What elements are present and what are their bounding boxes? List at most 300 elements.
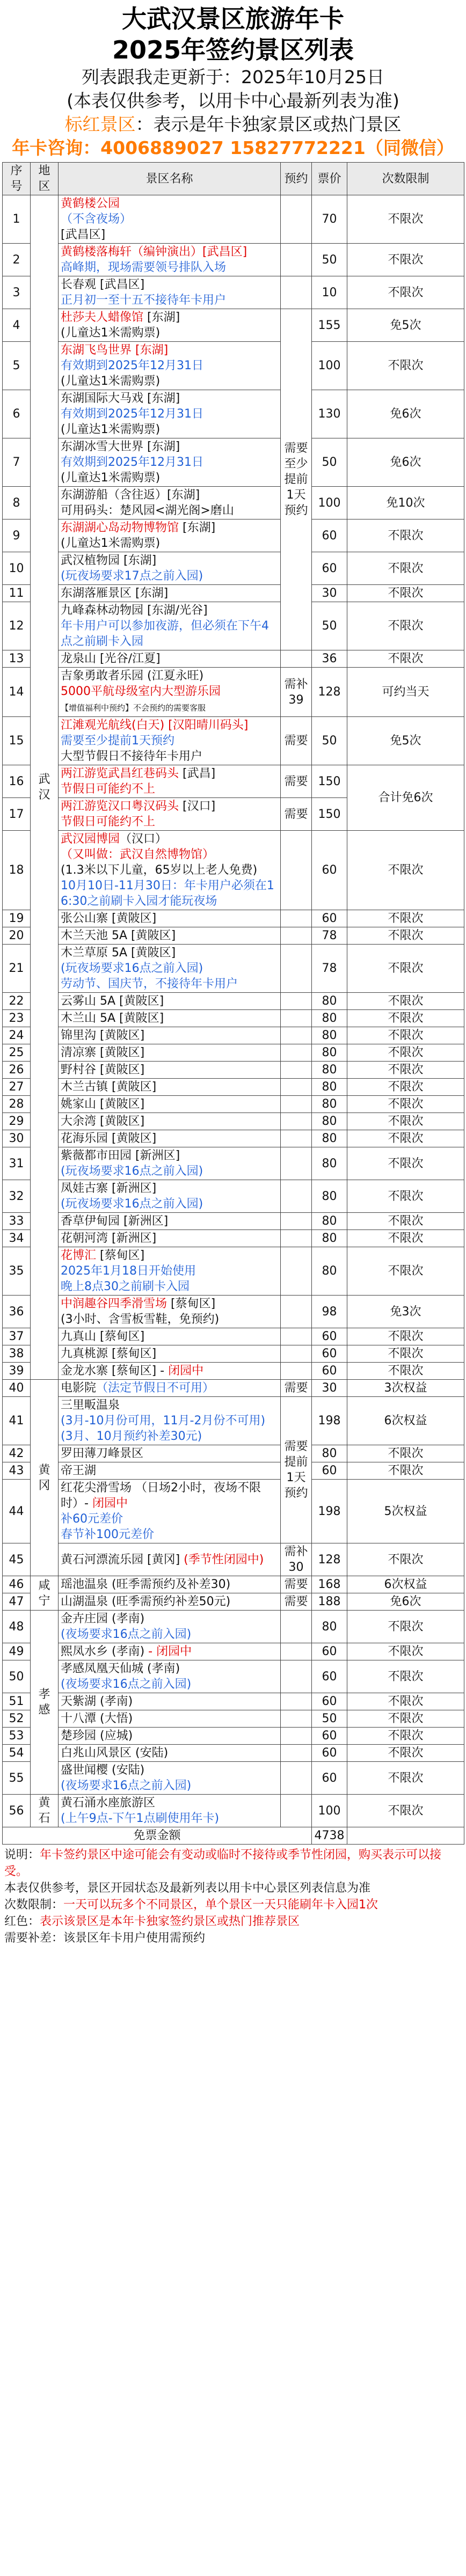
scenic-name-text: 年卡用户可以参加夜游，但必须在下午4点之前刷卡入园 [61, 619, 269, 648]
row-number: 13 [3, 650, 31, 668]
table-row [3, 390, 464, 438]
price-cell: 60 [312, 552, 347, 585]
limit-cell: 不限次 [347, 1795, 464, 1827]
scenic-name-text: 两江游览武昌红巷码头 [61, 767, 179, 780]
scenic-name-cell [59, 195, 281, 244]
price-cell: 100 [312, 1795, 347, 1827]
price-cell: 100 [312, 487, 347, 519]
scenic-name-text: 2025年1月18日开始使用 [61, 1264, 196, 1278]
scenic-name-text: 有效期到2025年12月31日 [61, 407, 203, 421]
reservation-cell [281, 195, 312, 244]
table-row [3, 1480, 464, 1543]
scenic-name-cell [59, 1397, 281, 1445]
row-number: 27 [3, 1079, 31, 1096]
limit-cell: 不限次 [347, 1247, 464, 1296]
price-cell: 60 [312, 1363, 347, 1380]
scenic-name-text: 有效期到2025年12月31日 [61, 456, 203, 469]
row-number: 9 [3, 519, 31, 552]
column-header: 地区 [31, 163, 59, 195]
row-number: 14 [3, 668, 31, 717]
scenic-name-cell [59, 927, 281, 945]
table-row [3, 1096, 464, 1113]
scenic-name-text: 黄石涌水座旅游区 [61, 1796, 156, 1810]
scenic-name-text: 九真桃源 [蔡甸区] [61, 1347, 157, 1360]
reservation-cell [281, 276, 312, 309]
table-row [3, 1693, 464, 1710]
row-number: 46 [3, 1576, 31, 1593]
column-header: 预约 [281, 163, 312, 195]
price-cell: 50 [312, 1710, 347, 1728]
row-number: 39 [3, 1363, 31, 1380]
row-number: 26 [3, 1062, 31, 1079]
scenic-name-cell [59, 1363, 281, 1380]
scenic-name-text: (儿童达1米需购票) [61, 537, 161, 550]
scenic-name-text: [东湖] [179, 521, 216, 535]
table-body [3, 195, 464, 1845]
row-number: 35 [3, 1247, 31, 1296]
price-cell: 36 [312, 650, 347, 668]
scenic-name-cell [59, 1480, 281, 1543]
row-number: 53 [3, 1728, 31, 1745]
price-cell: 198 [312, 1480, 347, 1543]
limit-cell: 不限次 [347, 1611, 464, 1643]
reservation-cell [281, 1096, 312, 1113]
table-row [3, 1213, 464, 1230]
reservation-cell [281, 1044, 312, 1062]
price-cell: 70 [312, 195, 347, 244]
scenic-name-text: 高峰期，现场需要领号排队入场 [61, 261, 227, 274]
page-title: 大武汉景区旅游年卡 [122, 4, 344, 33]
scenic-name-text: 黄鹤楼公园 [61, 197, 120, 210]
price-cell: 60 [312, 831, 347, 910]
row-number: 16 [3, 765, 31, 798]
scenic-name-cell [59, 650, 281, 668]
limit-cell: 不限次 [347, 1693, 464, 1710]
row-number: 43 [3, 1462, 31, 1480]
table-row [3, 993, 464, 1010]
scenic-name-text: 熙凤水乡 (孝南) [61, 1645, 149, 1658]
scenic-name-cell [59, 1345, 281, 1363]
limit-cell: 合计免6次 [347, 765, 464, 831]
table-row [3, 717, 464, 765]
reservation-cell [281, 1611, 312, 1643]
footer-note-label: 次数限制： [4, 1898, 64, 1912]
page [0, 3, 466, 2576]
limit-cell: 不限次 [347, 1745, 464, 1762]
limit-cell: 不限次 [347, 1044, 464, 1062]
reservation-cell [281, 1130, 312, 1147]
price-cell: 80 [312, 1230, 347, 1247]
price-cell: 98 [312, 1296, 347, 1328]
scenic-name-text: 东湖游船（含往返）[东湖] [61, 488, 200, 502]
price-cell: 188 [312, 1593, 347, 1611]
table-row [3, 1027, 464, 1044]
scenic-name-text: 有效期到2025年12月31日 [61, 359, 203, 372]
reservation-cell [281, 1079, 312, 1096]
reservation-cell [281, 1147, 312, 1180]
price-cell: 80 [312, 1247, 347, 1296]
limit-cell: 不限次 [347, 602, 464, 650]
scenic-name-cell [59, 602, 281, 650]
reservation-cell: 需要至少提前1天预约 [281, 309, 312, 650]
table-row [3, 244, 464, 276]
row-number: 3 [3, 276, 31, 309]
scenic-name-text: 凤娃古寨 [新洲区] [61, 1182, 157, 1195]
scenic-name-text: (儿童达1米需购票) [61, 326, 161, 340]
scenic-name-text: 江滩观光航线(白天) [汉阳晴川码头] [61, 719, 249, 732]
table-row [3, 276, 464, 309]
table-row [3, 342, 464, 390]
table-row [3, 1728, 464, 1745]
limit-cell: 不限次 [347, 945, 464, 993]
row-number: 47 [3, 1593, 31, 1611]
limit-cell: 6次权益 [347, 1397, 464, 1445]
price-cell: 80 [312, 993, 347, 1010]
row-number: 45 [3, 1543, 31, 1576]
row-number: 15 [3, 717, 31, 765]
row-number: 29 [3, 1113, 31, 1130]
price-cell: 60 [312, 1345, 347, 1363]
price-cell: 80 [312, 1079, 347, 1096]
reservation-cell: 需要提前1天预约 [281, 1397, 312, 1543]
region-cell: 咸宁 [31, 1576, 59, 1611]
scenic-name-text: 节假日可能约不上 [61, 782, 156, 796]
scenic-name-text: （法定节假日不可用） [96, 1381, 215, 1395]
scenic-name-text: 闭园中 [168, 1364, 204, 1378]
scenic-name-cell [59, 1147, 281, 1180]
price-cell: 60 [312, 1462, 347, 1480]
scenic-name-cell [59, 1462, 281, 1480]
scenic-name-text: 野村谷 [黄陂区] [61, 1063, 145, 1077]
limit-cell: 不限次 [347, 831, 464, 910]
row-number: 5 [3, 342, 31, 390]
row-number: 38 [3, 1345, 31, 1363]
scenic-name-cell [59, 1380, 281, 1397]
table-row [3, 195, 464, 244]
scenic-name-cell [59, 1079, 281, 1096]
limit-cell: 不限次 [347, 1010, 464, 1027]
price-cell: 80 [312, 1062, 347, 1079]
scenic-name-cell [59, 1027, 281, 1044]
limit-cell: 免5次 [347, 309, 464, 342]
scenic-name-cell [59, 1230, 281, 1247]
scenic-name-text: (玩夜场要求17点之前入园) [61, 569, 203, 583]
limit-cell: 不限次 [347, 1062, 464, 1079]
table-row [3, 1010, 464, 1027]
table-row [3, 1660, 464, 1693]
price-cell: 198 [312, 1397, 347, 1445]
scenic-name-cell [59, 487, 281, 519]
price-cell: 80 [312, 1044, 347, 1062]
price-cell: 80 [312, 1611, 347, 1643]
limit-cell: 不限次 [347, 1345, 464, 1363]
scenic-name-text: [东湖] [143, 311, 180, 324]
row-number: 34 [3, 1230, 31, 1247]
reservation-cell [281, 1762, 312, 1795]
limit-cell: 不限次 [347, 1180, 464, 1213]
reservation-cell [281, 1345, 312, 1363]
scenic-name-cell [59, 1593, 281, 1611]
scenic-name-text: 长春观 [武昌区] [61, 278, 145, 291]
limit-cell: 不限次 [347, 1710, 464, 1728]
legend-text: ：表示是年卡独家景区或热门景区 [135, 114, 402, 135]
row-number: 18 [3, 831, 31, 910]
scenic-name-cell [59, 1693, 281, 1710]
scenic-name-text: [汉口] [179, 800, 216, 813]
footer-note [4, 1913, 462, 1930]
table-header-row [3, 163, 464, 195]
table-row [3, 1113, 464, 1130]
region-cell: 黄石 [31, 1795, 59, 1827]
scenic-name-cell [59, 342, 281, 390]
scenic-name-text: (儿童达1米需购票) [61, 375, 161, 388]
row-number: 40 [3, 1380, 31, 1397]
scenic-name-text: (上午9点-下午1点刷使用年卡) [61, 1812, 220, 1825]
reservation-cell [281, 1745, 312, 1762]
price-cell: 60 [312, 1643, 347, 1660]
table-row [3, 668, 464, 717]
table-row [3, 910, 464, 927]
footer-note [4, 1897, 462, 1913]
footer-note-text: 年卡签约景区中途可能会有变动或临时不接待或季节性闭园，购买表示可以接受。 [4, 1848, 442, 1878]
limit-cell: 不限次 [347, 1462, 464, 1480]
price-cell: 80 [312, 1010, 347, 1027]
scenic-name-cell [59, 1062, 281, 1079]
price-cell: 60 [312, 1745, 347, 1762]
scenic-name-cell [59, 1328, 281, 1345]
row-number: 23 [3, 1010, 31, 1027]
page-subtitle: 2025年签约景区列表 [112, 35, 354, 64]
scenic-name-cell [59, 1745, 281, 1762]
table-row [3, 1543, 464, 1576]
scenic-name-text: 【增值福利中预约】不会预约的需要客服 [61, 703, 206, 713]
reservation-cell [281, 1062, 312, 1079]
scenic-name-cell [59, 1113, 281, 1130]
limit-cell: 不限次 [347, 927, 464, 945]
reservation-cell [281, 1710, 312, 1728]
limit-cell: 不限次 [347, 1079, 464, 1096]
scenic-name-text: 补60元差价 [61, 1512, 123, 1526]
price-cell: 80 [312, 1147, 347, 1180]
scenic-name-text: 大型节假日不接待年卡用户 [61, 750, 203, 763]
scenic-name-text: (玩夜场要求16点之前入园) [61, 962, 203, 975]
reservation-cell: 需要 [281, 717, 312, 765]
scenic-name-cell [59, 309, 281, 342]
footer-note: 本表仅供参考，景区开园状态及最新列表以用卡中心景区列表信息为准 [4, 1882, 371, 1895]
price-cell: 60 [312, 910, 347, 927]
row-number: 52 [3, 1710, 31, 1728]
scenic-name-text: 楚珍园 (应城) [61, 1729, 133, 1743]
row-number: 1 [3, 195, 31, 244]
table-row [3, 1576, 464, 1593]
reservation-cell [281, 1660, 312, 1693]
price-cell: 50 [312, 244, 347, 276]
table-row [3, 1745, 464, 1762]
scenic-name-text: (季节性闭园中) [184, 1553, 264, 1567]
footer-note [4, 1847, 462, 1880]
column-header: 景区名称 [59, 163, 281, 195]
scenic-name-text: 东湖落雁景区 [东湖] [61, 587, 169, 600]
reservation-cell: 需要 [281, 1593, 312, 1611]
scenic-name-cell [59, 1010, 281, 1027]
table-row [3, 1762, 464, 1795]
scenic-name-cell [59, 1611, 281, 1643]
row-number: 20 [3, 927, 31, 945]
limit-cell: 免10次 [347, 487, 464, 519]
scenic-name-text: 两江游览汉口粤汉码头 [61, 800, 179, 813]
row-number: 54 [3, 1745, 31, 1762]
limit-cell: 不限次 [347, 1643, 464, 1660]
price-cell: 128 [312, 668, 347, 717]
reservation-cell [281, 1296, 312, 1328]
scenic-name-text: 正月初一至十五不接待年卡用户 [61, 294, 227, 307]
limit-cell: 不限次 [347, 244, 464, 276]
scenic-name-text: 金卉庄园 (孝南) [61, 1612, 145, 1626]
scenic-name-text: 孝感凤凰天仙城 (孝南) [61, 1662, 180, 1675]
scenic-name-text: 云雾山 5A [黄陂区] [61, 994, 164, 1008]
price-cell: 60 [312, 1660, 347, 1693]
table-row [3, 1130, 464, 1147]
limit-cell: 不限次 [347, 1363, 464, 1380]
scenic-name-text: 九峰森林动物园 [东湖/光谷] [61, 604, 208, 617]
footer-note: 需要补差：该景区年卡用户使用需预约 [4, 1931, 206, 1945]
table-row [3, 1230, 464, 1247]
hotline: 年卡咨询：4006889027 15827772221（同微信） [12, 137, 454, 158]
scenic-name-text: 十八潭 (大悟) [61, 1712, 133, 1725]
scenic-name-cell [59, 945, 281, 993]
scenic-name-text: 瑶池温泉 (旺季需预约及补差30) [61, 1578, 231, 1591]
scenic-name-text: 花海乐园 [黄陂区] [61, 1132, 157, 1145]
scenic-name-cell [59, 798, 281, 831]
scenic-name-text: 杜莎夫人蜡像馆 [61, 311, 144, 324]
scenic-name-text: （汉口） [120, 832, 168, 846]
limit-cell: 不限次 [347, 276, 464, 309]
reservation-cell: 需补39 [281, 668, 312, 717]
table-row [3, 309, 464, 342]
total-label: 免票金额 [3, 1827, 312, 1845]
scenic-name-text: (夜场要求16点之前入园) [61, 1779, 192, 1792]
reservation-cell [281, 1363, 312, 1380]
price-cell: 150 [312, 798, 347, 831]
scenic-name-text: 香草伊甸园 [新洲区] [61, 1214, 169, 1228]
price-cell: 130 [312, 390, 347, 438]
limit-cell: 不限次 [347, 1027, 464, 1044]
table-row [3, 1380, 464, 1397]
table-row [3, 602, 464, 650]
reservation-cell: 需要 [281, 798, 312, 831]
scenic-name-text: 黄石河漂流乐园 [黄冈] [61, 1553, 184, 1567]
scenic-name-text: 10月10日-11月30日：年卡用户必须在16:30之前刷卡入园才能玩夜场 [61, 879, 274, 908]
row-number: 37 [3, 1328, 31, 1345]
scenic-name-text: [武昌] [179, 767, 216, 780]
column-header: 序号 [3, 163, 31, 195]
row-number: 56 [3, 1795, 31, 1827]
table-row [3, 1593, 464, 1611]
scenic-name-text: 东湖冰雪大世界 [东湖] [61, 440, 180, 453]
scenic-name-text: 东湖湖心岛动物博物馆 [61, 521, 179, 535]
table-row [3, 927, 464, 945]
limit-cell: 3次权益 [347, 1380, 464, 1397]
row-number: 21 [3, 945, 31, 993]
reservation-cell [281, 1693, 312, 1710]
table-row [3, 1643, 464, 1660]
scenic-name-text: [武昌区] [61, 228, 106, 241]
table-row [3, 765, 464, 798]
limit-cell: 免6次 [347, 390, 464, 438]
scenic-name-text: 姚家山 [黄陂区] [61, 1097, 145, 1111]
row-number: 50 [3, 1660, 31, 1693]
scenic-name-text: 花博汇 [61, 1249, 97, 1262]
price-cell: 80 [312, 1113, 347, 1130]
scenic-name-cell [59, 765, 281, 798]
scenic-name-text: 中润趣谷四季滑雪场 [61, 1297, 168, 1311]
region-cell: 孝感 [31, 1611, 59, 1795]
reservation-cell [281, 1247, 312, 1296]
reservation-cell [281, 1728, 312, 1745]
price-cell: 78 [312, 945, 347, 993]
scenic-name-text: 5000平航母级室内大型游乐园 [61, 685, 221, 698]
scenic-name-text: [蔡甸区] [167, 1297, 216, 1311]
scenic-name-text: 东湖国际大马戏 [东湖] [61, 392, 180, 405]
reservation-cell [281, 1643, 312, 1660]
limit-cell: 不限次 [347, 1762, 464, 1795]
table-row [3, 519, 464, 552]
legend-note [0, 113, 466, 136]
footer-notes [4, 1847, 462, 1946]
scenic-name-text: 需要至少提前1天预约 [61, 734, 174, 748]
reservation-cell [281, 1795, 312, 1827]
price-cell: 10 [312, 276, 347, 309]
price-cell: 100 [312, 342, 347, 390]
row-number: 28 [3, 1096, 31, 1113]
limit-cell: 不限次 [347, 195, 464, 244]
row-number: 42 [3, 1445, 31, 1462]
scenic-name-text: 紫薇都市田园 [新洲区] [61, 1149, 180, 1162]
row-number: 6 [3, 390, 31, 438]
table-row [3, 1795, 464, 1827]
scenic-name-text: 春节补100元差价 [61, 1528, 154, 1541]
limit-cell: 不限次 [347, 342, 464, 390]
scenic-name-cell [59, 1543, 281, 1576]
scenic-name-text: 罗田薄刀峰景区 [61, 1447, 144, 1460]
price-cell: 60 [312, 1693, 347, 1710]
limit-cell: 不限次 [347, 650, 464, 668]
row-number: 44 [3, 1480, 31, 1543]
scenic-name-cell [59, 585, 281, 602]
scenic-name-text: (儿童达1米需购票) [61, 471, 161, 485]
reservation-cell: 需补30 [281, 1543, 312, 1576]
table-row [3, 438, 464, 487]
table-row [3, 1180, 464, 1213]
row-number: 36 [3, 1296, 31, 1328]
limit-cell: 不限次 [347, 1445, 464, 1462]
table-row [3, 831, 464, 910]
price-cell: 60 [312, 1328, 347, 1345]
scenic-name-text: 红花尖滑雪场 （日场2小时，夜场不限时）- [61, 1481, 261, 1510]
row-number: 17 [3, 798, 31, 831]
legend-label: 标红景区 [64, 114, 136, 135]
footer-note-label: 红色： [4, 1915, 40, 1928]
price-cell: 128 [312, 1543, 347, 1576]
scenic-name-text: 清凉寨 [黄陂区] [61, 1046, 145, 1059]
scenic-name-text: 木兰草原 5A [黄陂区] [61, 946, 176, 960]
limit-cell: 不限次 [347, 1147, 464, 1180]
table-row [3, 1328, 464, 1345]
total-row [3, 1827, 464, 1845]
limit-cell: 可约当天 [347, 668, 464, 717]
limit-cell: 不限次 [347, 1543, 464, 1576]
scenic-name-text: 闭园中 [92, 1497, 128, 1510]
